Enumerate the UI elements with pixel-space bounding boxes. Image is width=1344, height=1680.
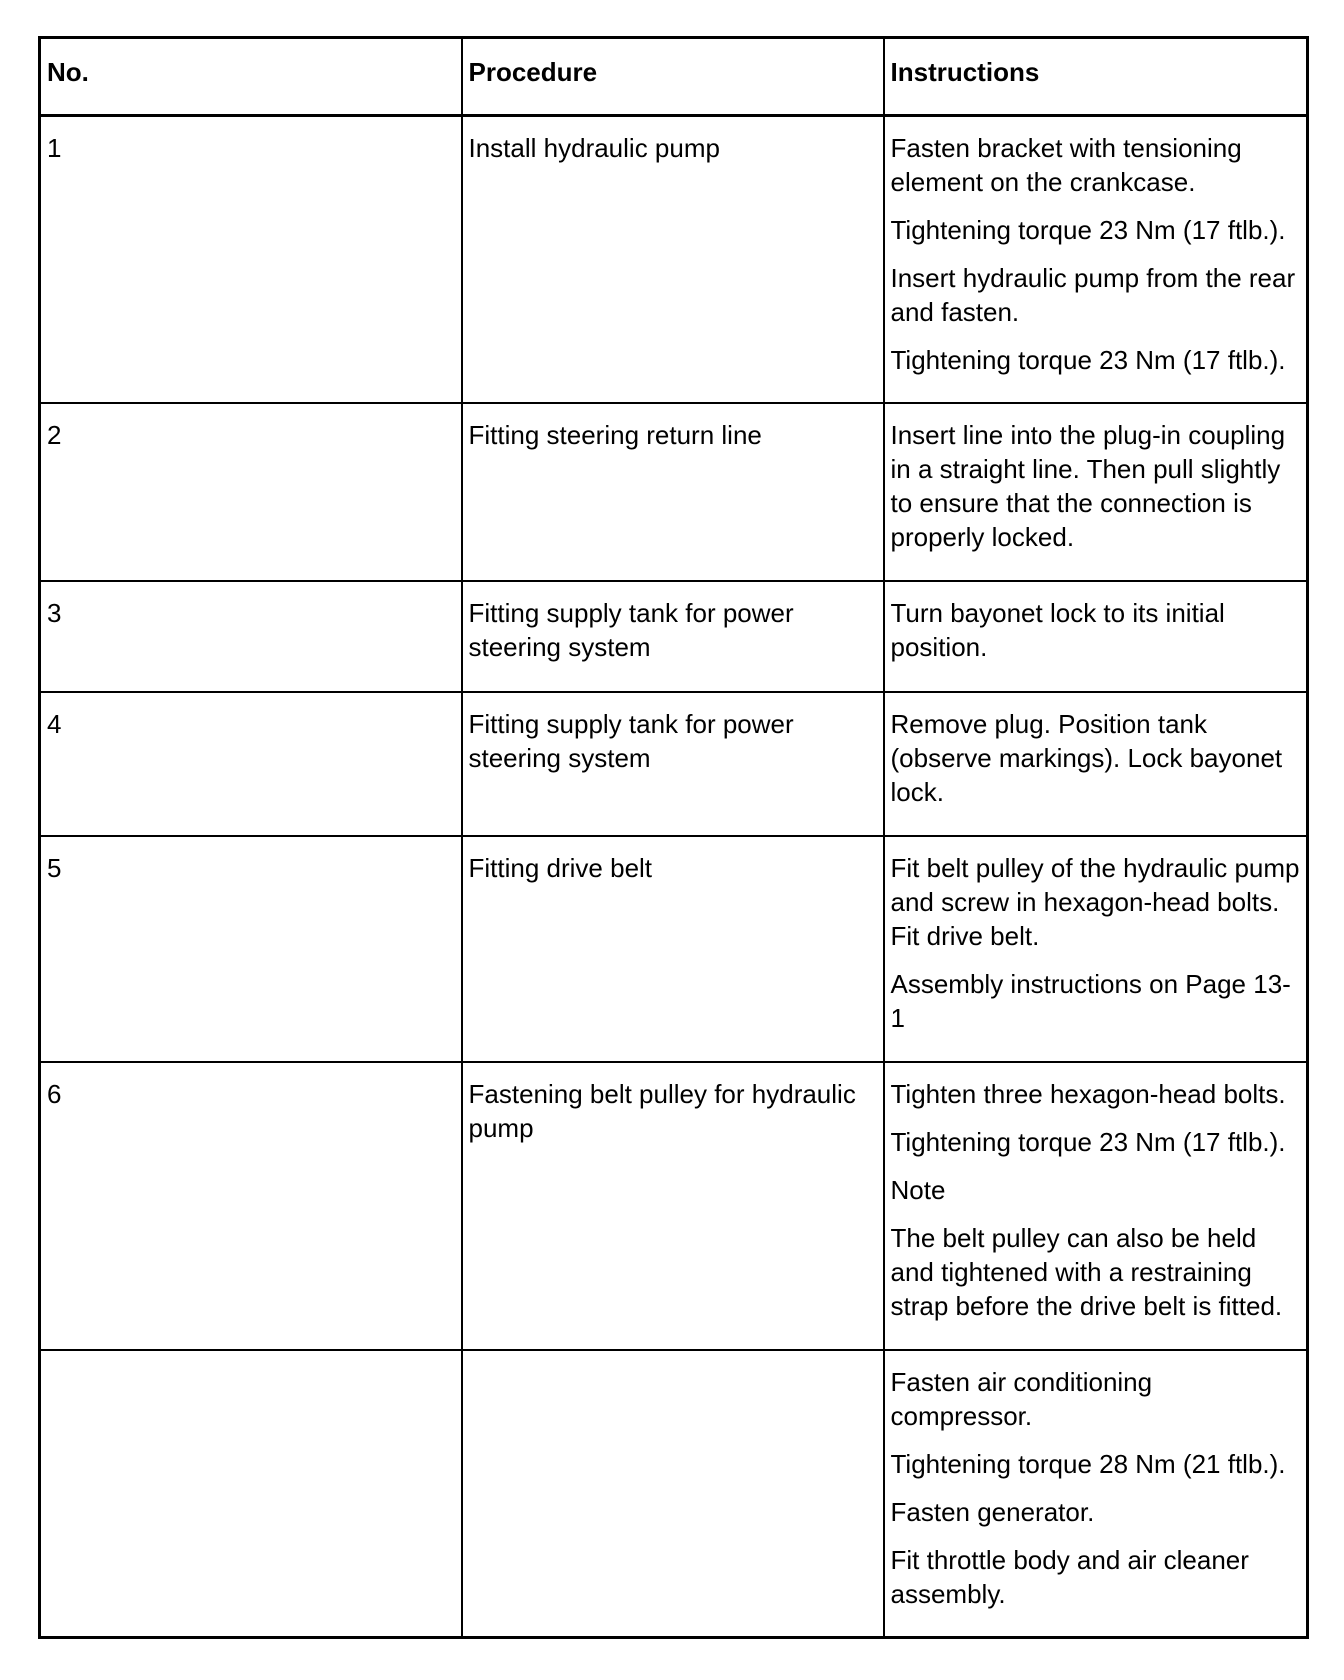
instruction-line: Fit throttle body and air cleaner assembly. xyxy=(890,1544,1249,1609)
header-no: No. xyxy=(40,38,462,116)
instruction-line: Tighten three hexagon-head bolts. xyxy=(890,1078,1286,1109)
table-body xyxy=(40,116,1308,1638)
instruction-line: Fasten bracket with tensioning element on the crankcase. xyxy=(890,133,1242,197)
table-row xyxy=(40,692,1308,836)
table-row xyxy=(40,1062,1308,1350)
header-row xyxy=(40,38,1308,116)
cell-instructions xyxy=(884,116,1308,403)
cell-procedure: Fitting drive belt xyxy=(462,836,884,1062)
cell-procedure: Install hydraulic pump xyxy=(462,116,884,403)
cell-instructions xyxy=(884,403,1308,581)
cell-instructions xyxy=(884,581,1308,692)
instruction-line: Assembly instructions on Page 13-1 xyxy=(890,968,1291,1033)
cell-procedure: Fastening belt pulley for hydraulic pump xyxy=(462,1062,884,1350)
table-row xyxy=(40,116,1308,403)
cell-instructions xyxy=(884,836,1308,1062)
instruction-line: Turn bayonet lock to its initial position. xyxy=(890,597,1225,662)
cell-procedure: Fitting supply tank for power steering system xyxy=(462,581,884,692)
instruction-line: Fit belt pulley of the hydraulic pump and screw in hexagon-head bolts. Fit drive belt. xyxy=(890,852,1300,951)
cell-no: 5 xyxy=(40,836,462,1062)
cell-instructions xyxy=(884,692,1308,836)
instruction-line: Fasten generator. xyxy=(890,1496,1095,1527)
cell-no: 2 xyxy=(40,403,462,581)
instruction-line: Tightening torque 23 Nm (17 ftlb.). xyxy=(890,345,1286,375)
header-instructions: Instructions xyxy=(884,38,1308,116)
table-row xyxy=(40,1350,1308,1638)
instruction-line: Tightening torque 23 Nm (17 ftlb.). xyxy=(890,1126,1286,1157)
cell-no: 6 xyxy=(40,1062,462,1350)
table-row xyxy=(40,581,1308,692)
instruction-line: Insert hydraulic pump from the rear and fasten. xyxy=(890,263,1296,327)
cell-no: 3 xyxy=(40,581,462,692)
instruction-line: Tightening torque 23 Nm (17 ftlb.). xyxy=(890,215,1286,245)
table-header xyxy=(40,38,1308,116)
instruction-line: The belt pulley can also be held and tightened with a restraining strap before the drive belt is fitted. xyxy=(890,1222,1283,1321)
instruction-line: Note xyxy=(890,1174,946,1205)
instruction-line: Remove plug. Position tank (observe markings). Lock bayonet lock. xyxy=(890,708,1283,807)
cell-no: 1 xyxy=(40,116,462,403)
procedure-table xyxy=(38,36,1309,1639)
cell-procedure xyxy=(462,1350,884,1638)
cell-instructions xyxy=(884,1350,1308,1638)
cell-procedure: Fitting steering return line xyxy=(462,403,884,581)
instruction-line: Tightening torque 28 Nm (21 ftlb.). xyxy=(890,1448,1286,1479)
table-row xyxy=(40,836,1308,1062)
cell-instructions xyxy=(884,1062,1308,1350)
instruction-line: Insert line into the plug-in coupling in a straight line. Then pull slightly to ensure that the connection is properly locked. xyxy=(890,419,1286,552)
header-procedure: Procedure xyxy=(462,38,884,116)
cell-no xyxy=(40,1350,462,1638)
cell-no: 4 xyxy=(40,692,462,836)
cell-procedure: Fitting supply tank for power steering system xyxy=(462,692,884,836)
instruction-line: Fasten air conditioning compressor. xyxy=(890,1366,1153,1431)
table-row xyxy=(40,403,1308,581)
